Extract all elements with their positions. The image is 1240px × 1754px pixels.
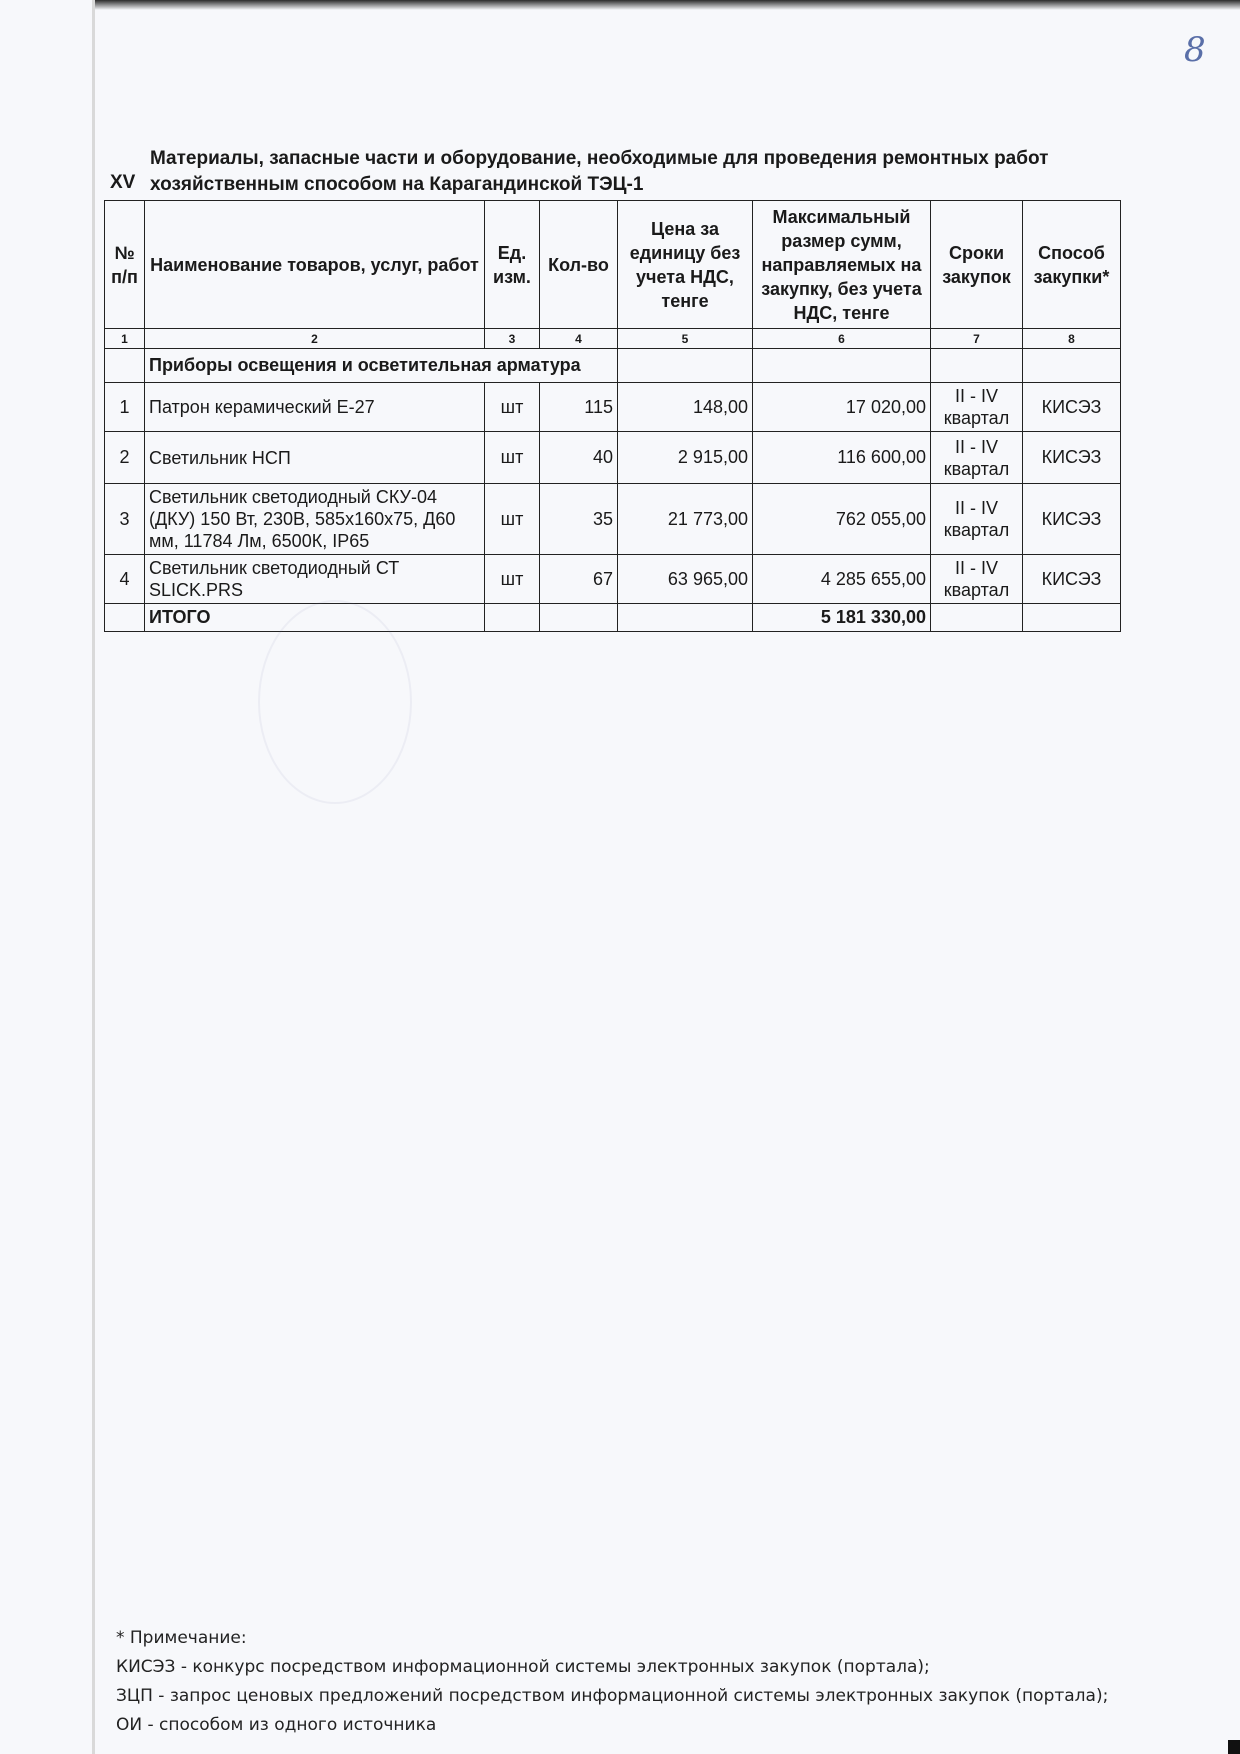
row-sum: 17 020,00 <box>753 383 931 432</box>
section-title <box>150 146 1090 198</box>
row-term: II - IV квартал <box>931 383 1023 432</box>
total-sum: 5 181 330,00 <box>753 604 931 632</box>
table-row <box>105 383 1121 432</box>
row-method: КИСЭЗ <box>1023 432 1121 484</box>
row-number: 4 <box>105 555 145 604</box>
row-unit: шт <box>485 383 540 432</box>
total-empty-cell <box>1023 604 1121 632</box>
column-number: 1 <box>105 329 145 349</box>
footnote-line: КИСЭЗ - конкурс посредством информационной системы электронных закупок (портала); <box>116 1657 930 1677</box>
row-unit: шт <box>485 484 540 555</box>
header-terms: Сроки закупок <box>931 201 1023 329</box>
header-max-sum: Максимальный размер сумм, направляемых на закупку, без учета НДС, тенге <box>753 201 931 329</box>
header-quantity: Кол-во <box>540 201 618 329</box>
column-number: 2 <box>145 329 485 349</box>
row-quantity: 67 <box>540 555 618 604</box>
column-number: 6 <box>753 329 931 349</box>
column-number: 4 <box>540 329 618 349</box>
scan-corner-mark <box>1228 1740 1240 1754</box>
row-method: КИСЭЗ <box>1023 484 1121 555</box>
group-empty-cell <box>105 349 145 383</box>
row-term: II - IV квартал <box>931 432 1023 484</box>
total-empty-cell <box>540 604 618 632</box>
handwritten-page-number: 8 <box>1184 30 1206 70</box>
table-row <box>105 432 1121 484</box>
table-header-row <box>105 201 1121 329</box>
group-row <box>105 349 1121 383</box>
column-number: 3 <box>485 329 540 349</box>
group-title: Приборы освещения и осветительная арматура <box>145 349 618 383</box>
row-number: 3 <box>105 484 145 555</box>
row-quantity: 40 <box>540 432 618 484</box>
row-price: 2 915,00 <box>618 432 753 484</box>
row-sum: 116 600,00 <box>753 432 931 484</box>
table-row <box>105 484 1121 555</box>
total-empty-cell <box>105 604 145 632</box>
procurement-table <box>104 200 1121 632</box>
total-empty-cell <box>618 604 753 632</box>
total-label: ИТОГО <box>145 604 485 632</box>
row-name: Патрон керамический Е-27 <box>145 383 485 432</box>
row-price: 63 965,00 <box>618 555 753 604</box>
table-row <box>105 555 1121 604</box>
group-empty-cell <box>753 349 931 383</box>
header-unit: Ед. изм. <box>485 201 540 329</box>
group-empty-cell <box>618 349 753 383</box>
section-number: XV <box>110 172 136 193</box>
row-price: 148,00 <box>618 383 753 432</box>
footnote-line: ОИ - способом из одного источника <box>116 1715 437 1735</box>
row-sum: 762 055,00 <box>753 484 931 555</box>
row-number: 2 <box>105 432 145 484</box>
faint-stamp-imprint <box>258 600 412 804</box>
column-number: 8 <box>1023 329 1121 349</box>
total-empty-cell <box>931 604 1023 632</box>
header-name: Наименование товаров, услуг, работ <box>145 201 485 329</box>
column-numbers-row <box>105 329 1121 349</box>
row-term: II - IV квартал <box>931 555 1023 604</box>
total-row <box>105 604 1121 632</box>
row-unit: шт <box>485 432 540 484</box>
column-number: 5 <box>618 329 753 349</box>
row-sum: 4 285 655,00 <box>753 555 931 604</box>
footnote <box>116 1624 1108 1740</box>
section-title-line-1: Материалы, запасные части и оборудование, необходимые для проведения ремонтных работ <box>150 148 1049 169</box>
row-name: Светильник светодиодный СТ SLICK.PRS <box>145 555 485 604</box>
group-empty-cell <box>1023 349 1121 383</box>
header-unit-price: Цена за единицу без учета НДС, тенге <box>618 201 753 329</box>
row-term: II - IV квартал <box>931 484 1023 555</box>
group-empty-cell <box>931 349 1023 383</box>
row-number: 1 <box>105 383 145 432</box>
header-method: Способ закупки* <box>1023 201 1121 329</box>
row-quantity: 115 <box>540 383 618 432</box>
section-title-line-2: хозяйственным способом на Карагандинской ТЭЦ-1 <box>150 174 644 195</box>
column-number: 7 <box>931 329 1023 349</box>
footnote-title: * Примечание: <box>116 1628 247 1648</box>
row-price: 21 773,00 <box>618 484 753 555</box>
row-quantity: 35 <box>540 484 618 555</box>
row-unit: шт <box>485 555 540 604</box>
row-name: Светильник НСП <box>145 432 485 484</box>
header-number: № п/п <box>105 201 145 329</box>
row-method: КИСЭЗ <box>1023 555 1121 604</box>
footnote-line: ЗЦП - запрос ценовых предложений посредством информационной системы электронных закупок (портала); <box>116 1686 1109 1706</box>
scan-edge-top <box>92 0 1240 10</box>
scan-edge-left <box>92 0 95 1754</box>
row-name: Светильник светодиодный СКУ-04 (ДКУ) 150 Вт, 230В, 585х160х75, Д60 мм, 11784 Лм, 6500К, IP65 <box>145 484 485 555</box>
total-empty-cell <box>485 604 540 632</box>
row-method: КИСЭЗ <box>1023 383 1121 432</box>
